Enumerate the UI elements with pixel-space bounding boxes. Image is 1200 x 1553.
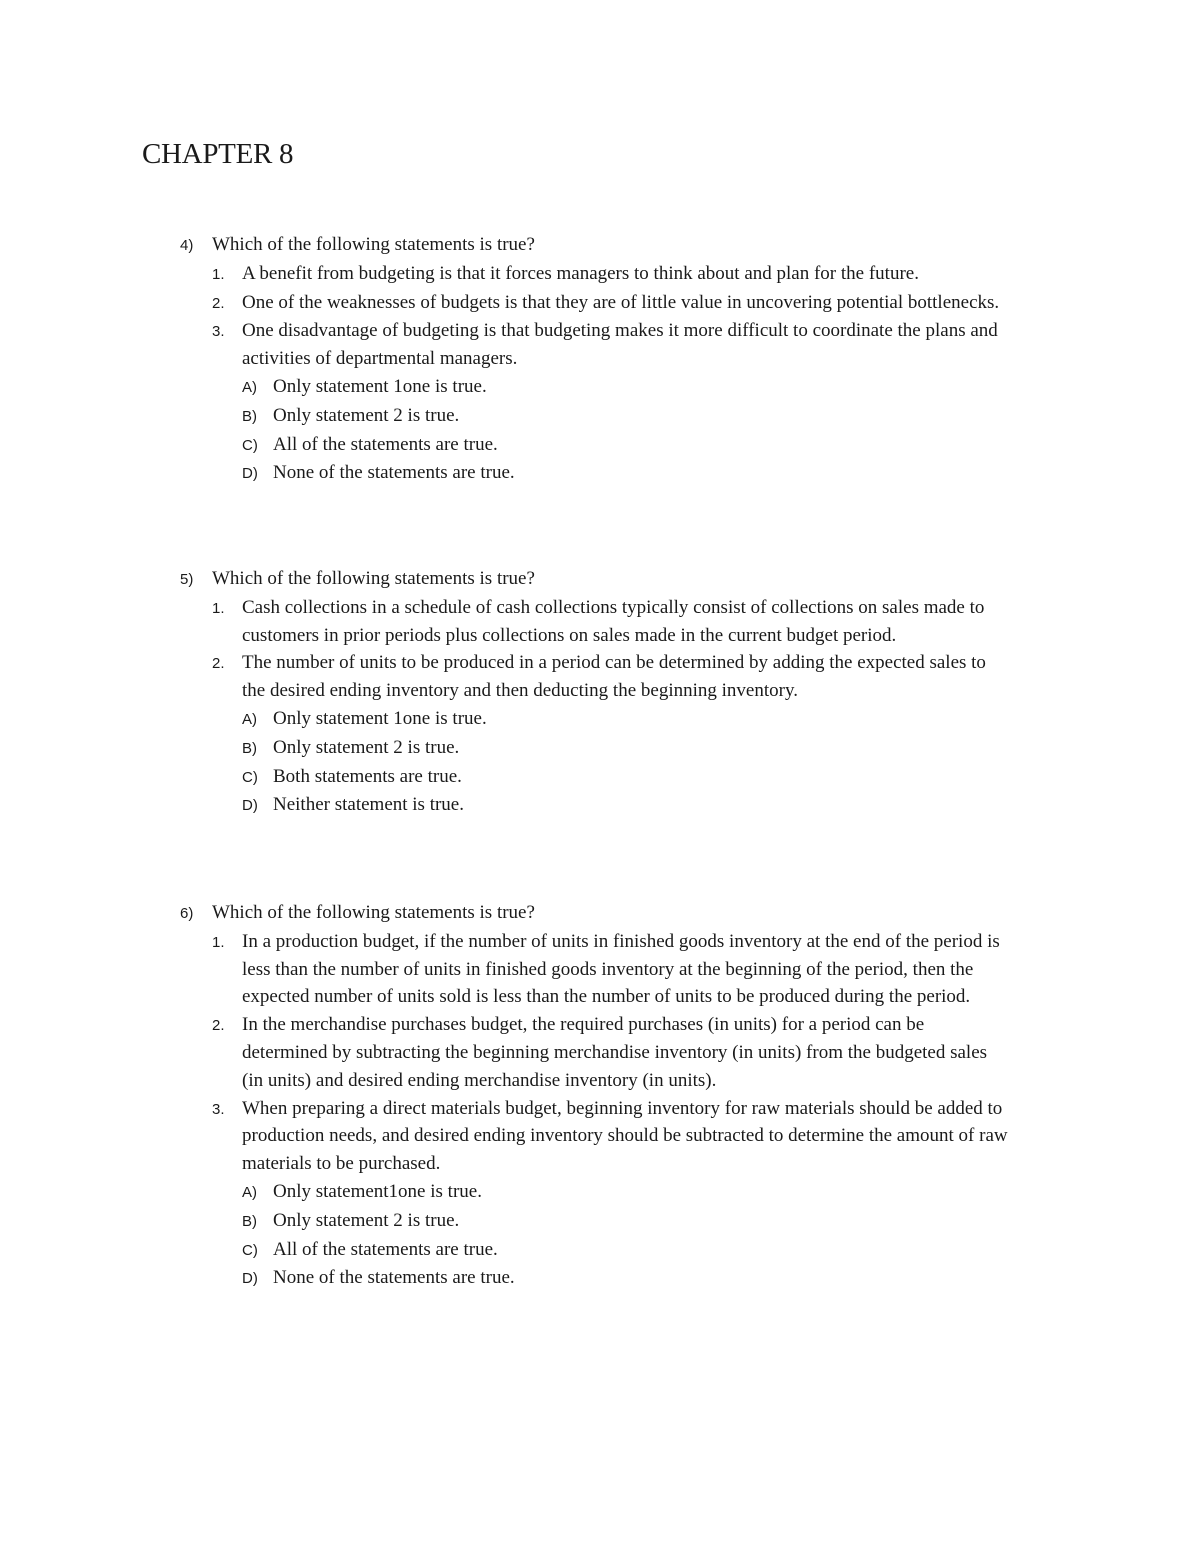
answer-choice: [180, 705, 1010, 734]
question-prompt: Which of the following statements is true?: [212, 234, 535, 255]
answer-choice-list: [180, 705, 1010, 820]
statement-item: [180, 649, 1010, 705]
choice-text: Only statement1one is true.: [273, 1180, 482, 1202]
answer-choice: [180, 1236, 1010, 1265]
choice-text: Only statement 1one is true.: [273, 375, 487, 397]
answer-choice: [180, 1178, 1010, 1207]
statement-list: [180, 928, 1010, 1178]
choice-text: All of the statements are true.: [273, 1238, 498, 1260]
choice-letter: D): [242, 465, 258, 483]
statement-number: 2.: [212, 294, 225, 312]
choice-text: Neither statement is true.: [273, 794, 464, 816]
answer-choice: [180, 373, 1010, 402]
choice-letter: D): [242, 797, 258, 815]
answer-choice: [180, 763, 1010, 792]
question-prompt-row: [180, 565, 1010, 594]
statement-text: One disadvantage of budgeting is that budgeting makes it more difficult to coordinate the plans and activities of departmental managers.: [242, 320, 998, 370]
question-prompt: Which of the following statements is true?: [212, 902, 535, 923]
answer-choice: [180, 459, 1010, 488]
question-number: 6): [180, 905, 194, 922]
statement-list: [180, 260, 1010, 373]
statement-item: [180, 1011, 1010, 1094]
choice-text: Both statements are true.: [273, 765, 462, 787]
choice-letter: A): [242, 378, 257, 396]
question-5: [180, 565, 1010, 820]
statement-item: [180, 594, 1010, 650]
choice-letter: C): [242, 1241, 258, 1259]
statement-number: 2.: [212, 655, 225, 673]
choice-text: None of the statements are true.: [273, 1267, 515, 1289]
statement-text: One of the weaknesses of budgets is that they are of little value in uncovering potential bottlenecks.: [242, 291, 1000, 313]
answer-choice: [180, 431, 1010, 460]
choice-text: Only statement 1one is true.: [273, 707, 487, 729]
statement-text: The number of units to be produced in a period can be determined by adding the expected sales to the desired ending inventory and then deducting the beginning inventory.: [242, 652, 986, 702]
statement-text: In the merchandise purchases budget, the required purchases (in units) for a period can be determined by subtracting the beginning merchandise inventory (in units) from the budgeted sales (in units) and desired ending merchandise inventory (in units).: [242, 1014, 988, 1091]
statement-list: [180, 594, 1010, 705]
choice-letter: B): [242, 407, 257, 425]
statement-item: [180, 317, 1010, 373]
chapter-title: CHAPTER 8: [142, 138, 294, 170]
statement-number: 1.: [212, 933, 225, 951]
answer-choice: [180, 1264, 1010, 1293]
choice-text: Only statement 2 is true.: [273, 736, 460, 758]
answer-choice: [180, 791, 1010, 820]
statement-item: [180, 260, 1010, 289]
question-number: 4): [180, 237, 194, 254]
statement-text: When preparing a direct materials budget, beginning inventory for raw materials should be added to production needs, and desired ending inventory should be subtracted to determine the amount of raw materials to be purchased.: [242, 1097, 1008, 1175]
statement-text: Cash collections in a schedule of cash collections typically consist of collections on sales made to customers in prior periods plus collections on sales made in the current budget period.: [242, 596, 985, 646]
choice-letter: C): [242, 768, 258, 786]
question-prompt-row: [180, 899, 1010, 928]
choice-letter: D): [242, 1270, 258, 1288]
statement-number: 3.: [212, 323, 225, 341]
statement-text: A benefit from budgeting is that it forces managers to think about and plan for the future.: [242, 262, 919, 284]
statement-number: 2.: [212, 1017, 225, 1035]
question-6: [180, 899, 1010, 1293]
question-prompt: Which of the following statements is true?: [212, 568, 535, 589]
choice-letter: B): [242, 1212, 257, 1230]
answer-choice: [180, 1207, 1010, 1236]
answer-choice-list: [180, 1178, 1010, 1293]
choice-text: None of the statements are true.: [273, 462, 515, 484]
statement-item: [180, 928, 1010, 1011]
answer-choice: [180, 402, 1010, 431]
answer-choice-list: [180, 373, 1010, 488]
question-4: [180, 231, 1010, 488]
choice-text: Only statement 2 is true.: [273, 1209, 460, 1231]
statement-number: 3.: [212, 1100, 225, 1118]
statement-item: [180, 289, 1010, 318]
statement-item: [180, 1095, 1010, 1178]
answer-choice: [180, 734, 1010, 763]
statement-number: 1.: [212, 599, 225, 617]
choice-text: All of the statements are true.: [273, 433, 498, 455]
statement-number: 1.: [212, 265, 225, 283]
question-number: 5): [180, 571, 194, 588]
choice-letter: A): [242, 710, 257, 728]
choice-letter: B): [242, 739, 257, 757]
choice-text: Only statement 2 is true.: [273, 404, 460, 426]
statement-text: In a production budget, if the number of units in finished goods inventory at the end of the period is less than the number of units in finished goods inventory at the beginning of the period, then the expected number of units sold is less than the number of units to be produced during the period.: [242, 930, 1000, 1008]
choice-letter: A): [242, 1183, 257, 1201]
choice-letter: C): [242, 436, 258, 454]
question-prompt-row: [180, 231, 1010, 260]
